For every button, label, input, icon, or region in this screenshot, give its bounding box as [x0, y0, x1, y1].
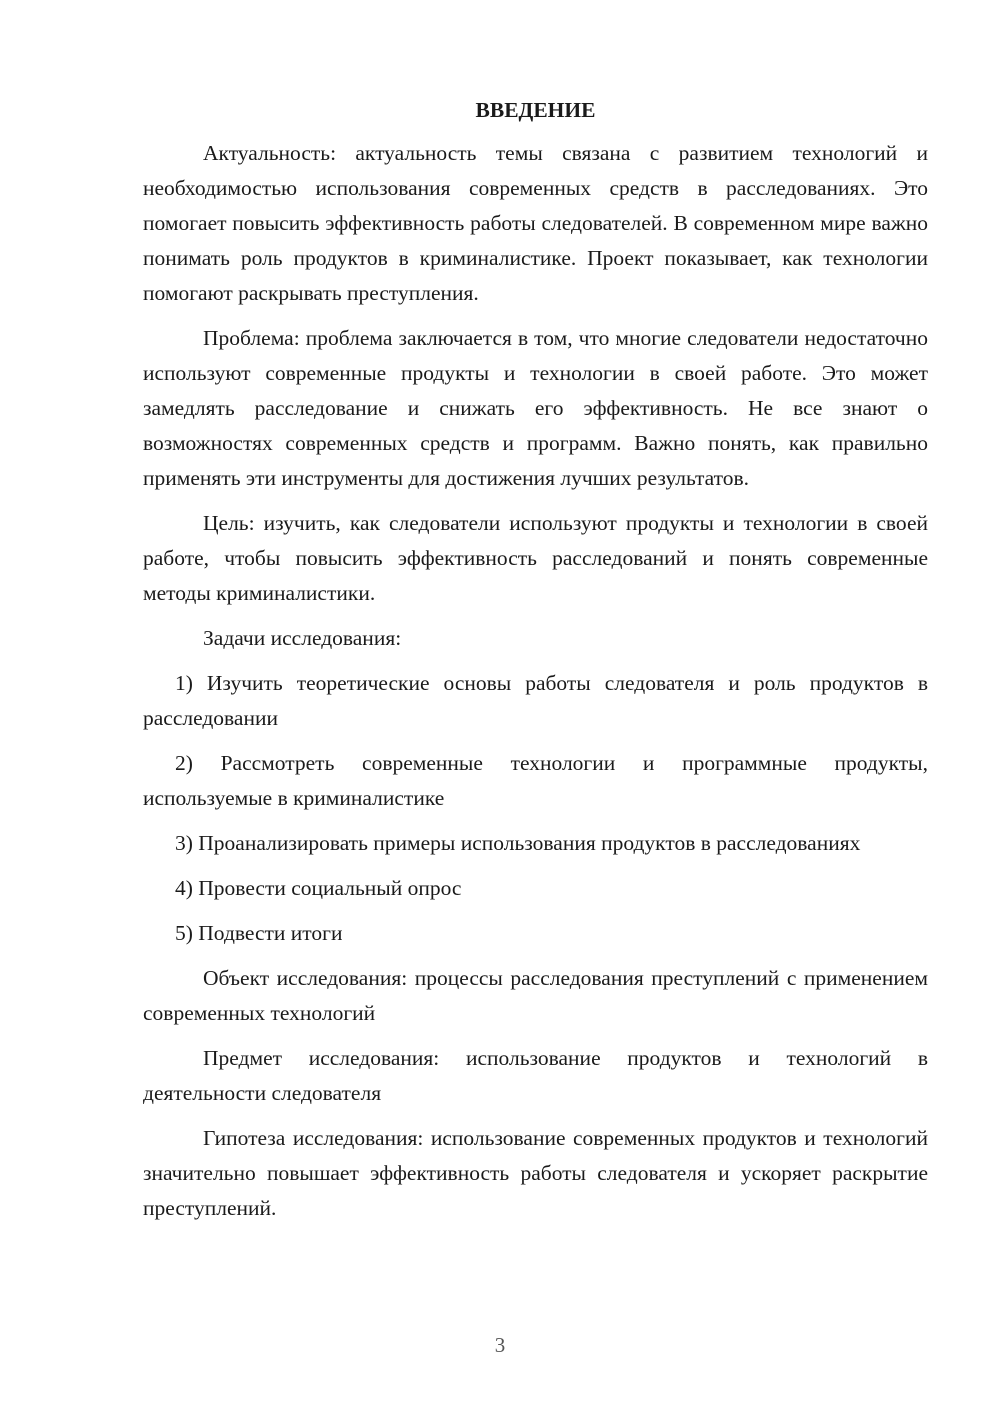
object-paragraph: Объект исследования: процессы расследования преступлений с применением современных технологий [143, 966, 928, 1025]
problem-paragraph: Проблема: проблема заключается в том, что многие следователи недостаточно используют современные продукты и технологии в своей работе. Это может замедлять расследование и снижать его эффективность. Не все знают о возможностях современных средств и программ. Важно понять, как правильно применять эти инструменты для достижения лучших результатов. [143, 326, 928, 490]
hypothesis-paragraph: Гипотеза исследования: использование современных продуктов и технологий значительно повышает эффективность работы следователя и ускоряет раскрытие преступлений. [143, 1126, 928, 1220]
tasks-heading: Задачи исследования: [203, 626, 402, 650]
task-item-5: 5) Подвести итоги [175, 921, 343, 945]
document-page [143, 93, 928, 1236]
page-title: ВВЕДЕНИЕ [475, 98, 596, 122]
task-item-3: 3) Проанализировать примеры использования продуктов в расследованиях [175, 831, 861, 855]
page-number: 3 [494, 1333, 506, 1357]
task-item-2: 2) Рассмотреть современные технологии и программные продукты, используемые в криминалистике [143, 751, 928, 810]
task-item-4: 4) Провести социальный опрос [175, 876, 462, 900]
goal-paragraph: Цель: изучить, как следователи используют продукты и технологии в своей работе, чтобы повысить эффективность расследований и понять современные методы криминалистики. [143, 511, 928, 605]
task-item-1: 1) Изучить теоретические основы работы следователя и роль продуктов в расследовании [143, 671, 928, 730]
subject-paragraph: Предмет исследования: использование продуктов и технологий в деятельности следователя [143, 1046, 928, 1105]
relevance-paragraph: Актуальность: актуальность темы связана с развитием технологий и необходимостью использования современных средств в расследованиях. Это помогает повысить эффективность работы следователей. В современном мире важно понимать роль продуктов в криминалистике. Проект показывает, как технологии помогают раскрывать преступления. [143, 141, 928, 305]
